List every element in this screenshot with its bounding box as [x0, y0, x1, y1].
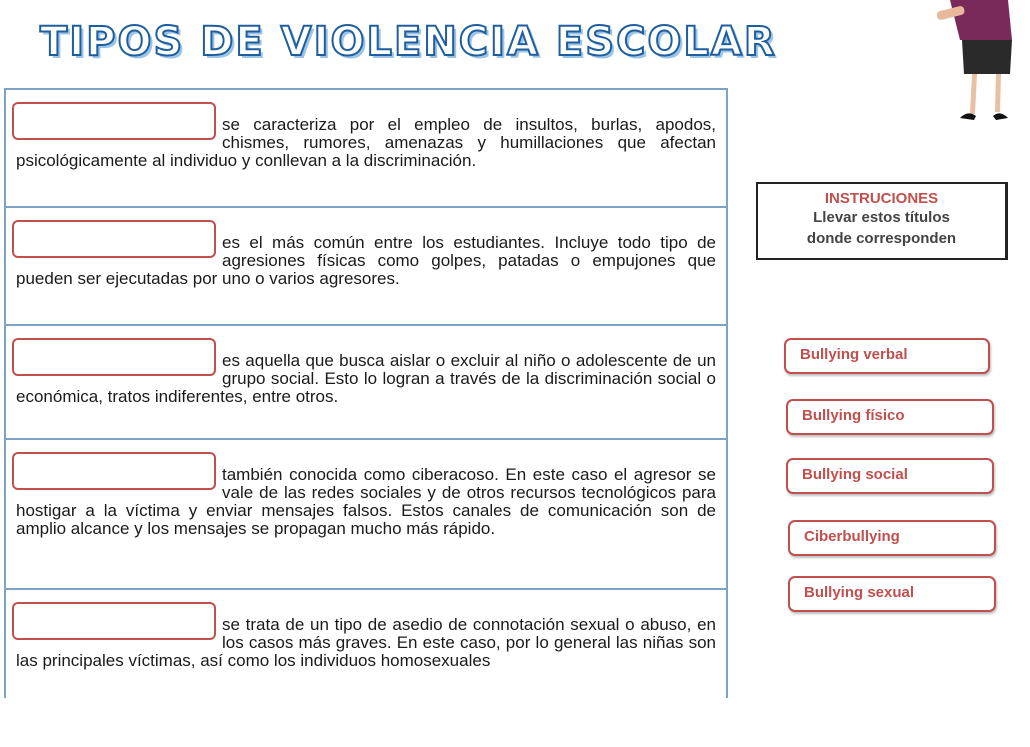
tag-bullying-sexual[interactable]: Bullying sexual — [788, 576, 996, 612]
teacher-jacket — [950, 0, 1012, 40]
definition-row-fisico — [6, 208, 726, 326]
teacher-leg-right — [995, 74, 1001, 112]
page-title: TIPOS DE VIOLENCIA ESCOLAR — [40, 19, 777, 65]
definitions-table — [4, 88, 728, 698]
tag-bullying-social[interactable]: Bullying social — [786, 458, 994, 494]
teacher-illustration — [930, 0, 1030, 130]
tag-bullying-fisico[interactable]: Bullying físico — [786, 399, 994, 435]
definition-row-verbal — [6, 90, 726, 208]
definition-text-3: es aquella que busca aislar o excluir al niño o adolescente de un grupo social. Esto lo logran a través de la discriminación social o económica, tratos indiferentes, entre otros. — [16, 351, 716, 406]
definition-text-4: también conocida como ciberacoso. En este caso el agresor se vale de las redes sociales y de otros recursos tecnológicos para hostigar a la víctima y enviar mensajes falsos. Estos canales de comunicación son de amplio alcance y los mensajes se propagan mucho más rápido. — [16, 465, 716, 538]
definition-row-sexual — [6, 590, 726, 700]
instructions-line-2: donde corresponden — [806, 230, 957, 247]
tag-bullying-verbal[interactable]: Bullying verbal — [784, 338, 990, 374]
definition-text-2: es el más común entre los estudiantes. Incluye todo tipo de agresiones físicas como golpes, patadas o empujones que pueden ser ejecutadas por uno o varios agresores. — [16, 233, 716, 288]
teacher-shoe-right — [993, 113, 1008, 120]
definition-row-ciber — [6, 440, 726, 590]
teacher-skirt — [962, 40, 1012, 74]
tag-ciberbullying[interactable]: Ciberbullying — [788, 520, 996, 556]
instructions-title: INSTRUCIONES — [824, 190, 939, 207]
instructions-box — [756, 182, 1008, 260]
definition-row-social — [6, 326, 726, 440]
teacher-leg-left — [970, 74, 977, 114]
instructions-line-1: Llevar estos títulos — [813, 209, 950, 226]
definition-text-1: se caracteriza por el empleo de insultos, burlas, apodos, chismes, rumores, amenazas y humillaciones que afectan psicológicamente al individuo y conllevan a la discriminación. — [16, 115, 716, 170]
teacher-shoe-left — [960, 113, 976, 120]
definition-text-5: se trata de un tipo de asedio de connotación sexual o abuso, en los casos más graves. En este caso, por lo general las niñas son las principales víctimas, así como los individuos homosexuales — [16, 615, 716, 670]
